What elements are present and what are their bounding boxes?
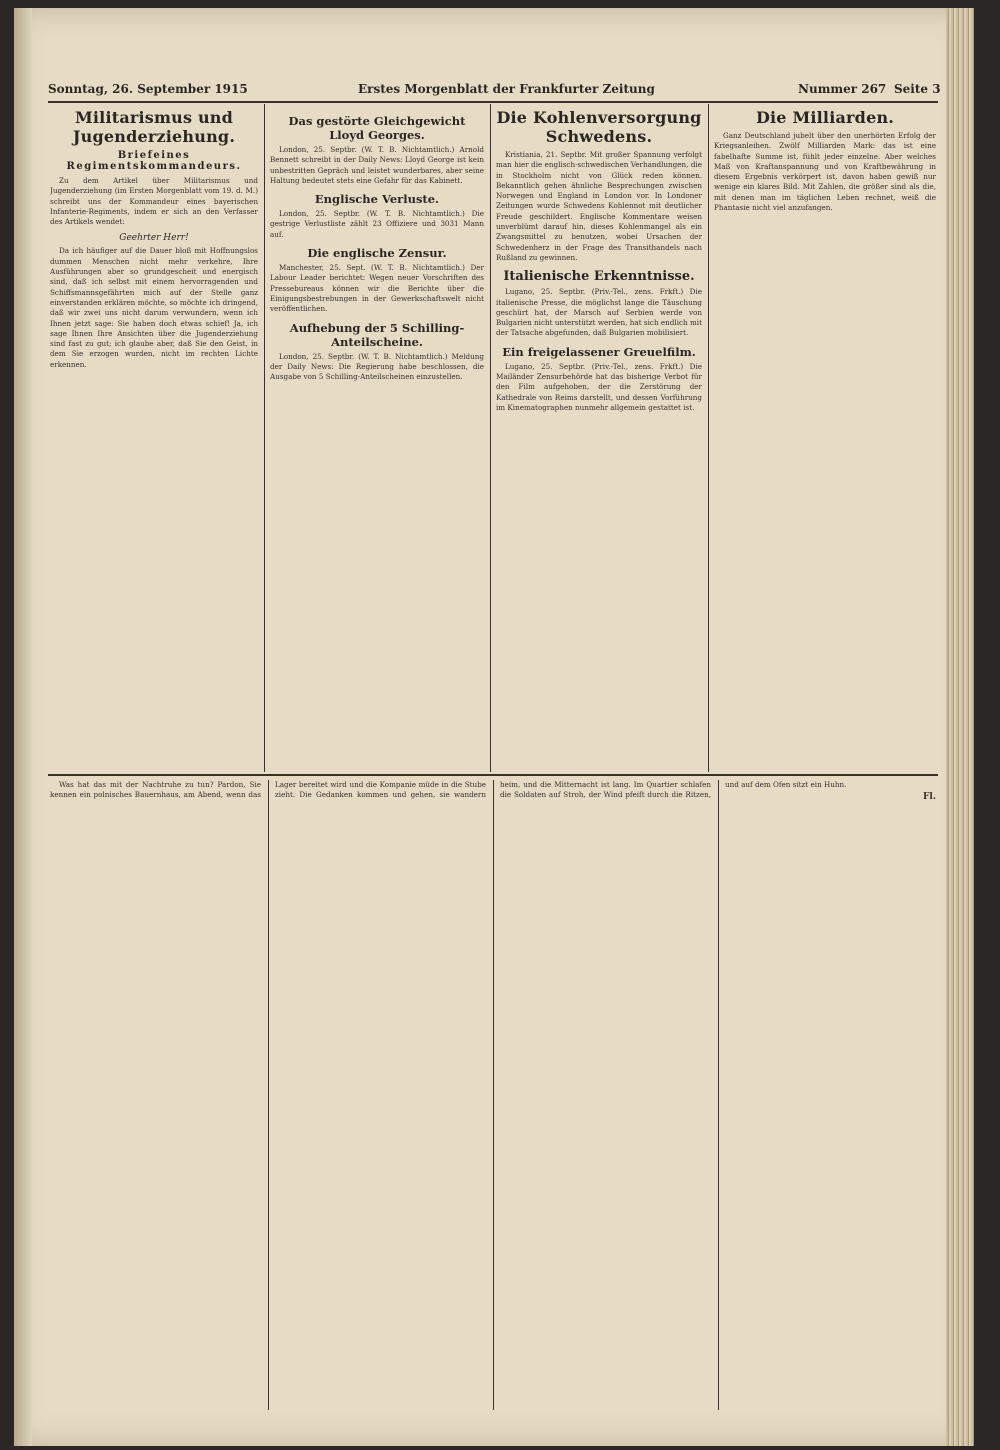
article-subtitle: Briefeines Regimentskommandeurs. xyxy=(66,150,242,172)
schilling-text: London, 25. Septbr. (W. T. B. Nichtamtlich.) Meldung der Daily News: Die Regierung habe beschlossen, die Ausgabe von 5 Schilling-Anteilscheinen einzustellen. xyxy=(270,351,484,382)
feuilleton-text: Was hat das mit der Nachtruhe zu tun? Pardon, Sie kennen ein polnisches Bauernhaus, am Abend, wenn das Lager bereitet wird und die Kompanie müde in die Stube zieht. Die Gedanken kommen und gehen, sie wandern heim, und die Mitternacht ist lang. Im Quartier schlafen die Soldaten auf Stroh, der Wind pfeift durch die Ritzen, und auf dem Ofen sitzt ein Huhn. xyxy=(50,780,847,800)
italien-body xyxy=(496,287,702,338)
lloyd-title: Das gestörte Gleichgewicht Lloyd Georges. xyxy=(288,114,466,142)
feuilleton xyxy=(50,780,936,1430)
masthead-rule xyxy=(48,101,938,103)
column-milliarden xyxy=(714,108,936,772)
greuelfilm-title: Ein freigelassener Greuelfilm. xyxy=(502,344,696,359)
column-rule-3 xyxy=(708,104,709,772)
kohlen-body xyxy=(496,150,702,263)
greuelfilm-text: Lugano, 25. Septbr. (Priv.-Tel., zens. Frkft.) Die Mailänder Zensurbehörde hat das bisherige Verbot für den Film aufgehoben, der die Zerstörung der Kathedrale von Reims darstellt, und dessen Vorführung im Kinematographen nunmehr allgemein gestattet ist. xyxy=(496,361,702,412)
zensur-text: Manchester, 25. Sept. (W. T. B. Nichtamtlich.) Der Labour Leader berichtet: Wegen neuer Vorschriften des Pressebureaus können wir die Berichte über die Einigungsbestrebungen in der Gewerkschaftswelt nicht veröffentlichen. xyxy=(270,263,484,314)
milliarden-body xyxy=(714,131,936,213)
body-text: Da ich häufiger auf die Dauer bloß mit Hoffnungslos dummen Menschen nicht mehr verkehre, Ihre Ausführungen aber so grundgescheit und energisch sind, daß ich selbst mit einem hervorragenden und Schiffsmannsgefährten mich auf der Stelle ganz einverstanden erklären möchte, so möchte ich dringend, daß wir zwei uns nicht darum verwundern, wenn ich Ihnen jetzt sage: Sie haben doch etwas schief! Ja, ich sage Ihnen Ihre Ansichten über die Jugenderziehung sind fast zu gut; ich glaube aber, daß Sie den Geist, in dem Sie erzogen wurden, nicht im rechten Lichte erkennen. xyxy=(50,246,258,369)
kohlen-text: Kristiania, 21. Septbr. Mit großer Spannung verfolgt man hier die englisch-schwedischen Verhandlungen, die in Stockholm nicht von Glück reden können. Bekanntlich gehen ähnliche Besprechungen zwischen Norwegen und England in London vor. In Londoner Zeitungen wurde Schwedens Kohlennot mit deutlicher Freude geschildert. Englische Kommentare weisen unverblümt darauf hin, dieses Kohlenmangel als ein Zwangsmittel zu benutzen, wobei Ursachen der Schwedenherz in der Frage des Transithandels nach Rußland zu gewinnen. xyxy=(496,150,702,262)
column-lloyd xyxy=(270,108,484,772)
page-edges xyxy=(946,8,974,1446)
masthead-paper: Erstes Morgenblatt der Frankfurter Zeitung xyxy=(358,82,655,96)
feuilleton-rule xyxy=(48,774,938,776)
greuelfilm-body xyxy=(496,362,702,413)
column-rule-2 xyxy=(490,104,491,772)
masthead xyxy=(48,82,941,100)
column-militarismus xyxy=(50,108,258,772)
article-body xyxy=(50,246,258,370)
schilling-title: Aufhebung der 5 Schilling-Anteilscheine. xyxy=(289,320,465,349)
lloyd-body xyxy=(270,145,484,186)
zensur-title: Die englische Zensur. xyxy=(307,246,447,261)
verluste-text: London, 25. Septbr. (W. T. B. Nichtamtlich.) Die gestrige Verlustliste zählt 23 Offiziere und 3031 Mann auf. xyxy=(270,209,484,239)
lloyd-text: London, 25. Septbr. (W. T. B. Nichtamtlich.) Arnold Bennett schreibt in der Daily News: Lloyd George ist kein unbestritten Gepräch und leistet wunderbares, aber seine Haltung bedeutet stets eine Gefahr für das Kabinett. xyxy=(270,145,484,185)
book-spine xyxy=(14,8,32,1446)
italien-text: Lugano, 25. Septbr. (Priv.-Tel., zens. Frkft.) Die italienische Presse, die möglichst lange die Täuschung geschürt hat, der Marsch auf Serbien werde von Bulgarien nicht unterstützt werden, hat sich endlich mit der Tatsache abgefunden, daß Bulgarien mobilisiert. xyxy=(496,287,702,338)
newspaper-page xyxy=(14,8,974,1446)
feuilleton-signature: Fl. xyxy=(923,792,936,803)
milliarden-title: Die Milliarden. xyxy=(755,108,895,127)
column-rule-1 xyxy=(264,104,265,772)
masthead-number: Nummer 267 xyxy=(798,82,887,96)
verluste-body xyxy=(270,209,484,240)
schilling-body xyxy=(270,352,484,383)
milliarden-text: Ganz Deutschland jubelt über den unerhörten Erfolg der Kriegsanleihen. Zwölf Milliarden Mark: das ist eine fabelhafte Summe ist, fühlt jeder einzelne. Aber welches Maß von Kraftanspannung und von Kraftbewährung in diesem Ergebnis verkörpert ist, davon haben gewiß nur wenige ein klares Bild. Mit Zahlen, die größer sind als die, mit denen man im täglichen Leben rechnet, weiß die Phantasie nicht viel anzufangen. xyxy=(714,131,936,213)
kohlen-title: Die Kohlenversorgung Schwedens. xyxy=(496,108,702,146)
article-intro xyxy=(50,176,258,227)
italien-title: Italienische Erkenntnisse. xyxy=(503,269,695,285)
feuilleton-body xyxy=(50,780,936,1410)
masthead-page: Seite 3 xyxy=(894,82,941,96)
masthead-date: Sonntag, 26. September 1915 xyxy=(48,82,248,96)
column-kohlen xyxy=(496,108,702,772)
verluste-title: Englische Verluste. xyxy=(314,192,440,207)
salutation: Geehrter Herr! xyxy=(119,233,189,244)
zensur-body xyxy=(270,263,484,314)
article-title: Militarismus und Jugenderziehung. xyxy=(72,108,236,146)
intro-text: Zu dem Artikel über Militarismus und Jugenderziehung (im Ersten Morgenblatt vom 19. d. M.) schreibt uns der Kommandeur eines bayerischen Infanterie-Regiments, indem er sich an den Verfasser des Artikels wendet: xyxy=(50,176,258,227)
